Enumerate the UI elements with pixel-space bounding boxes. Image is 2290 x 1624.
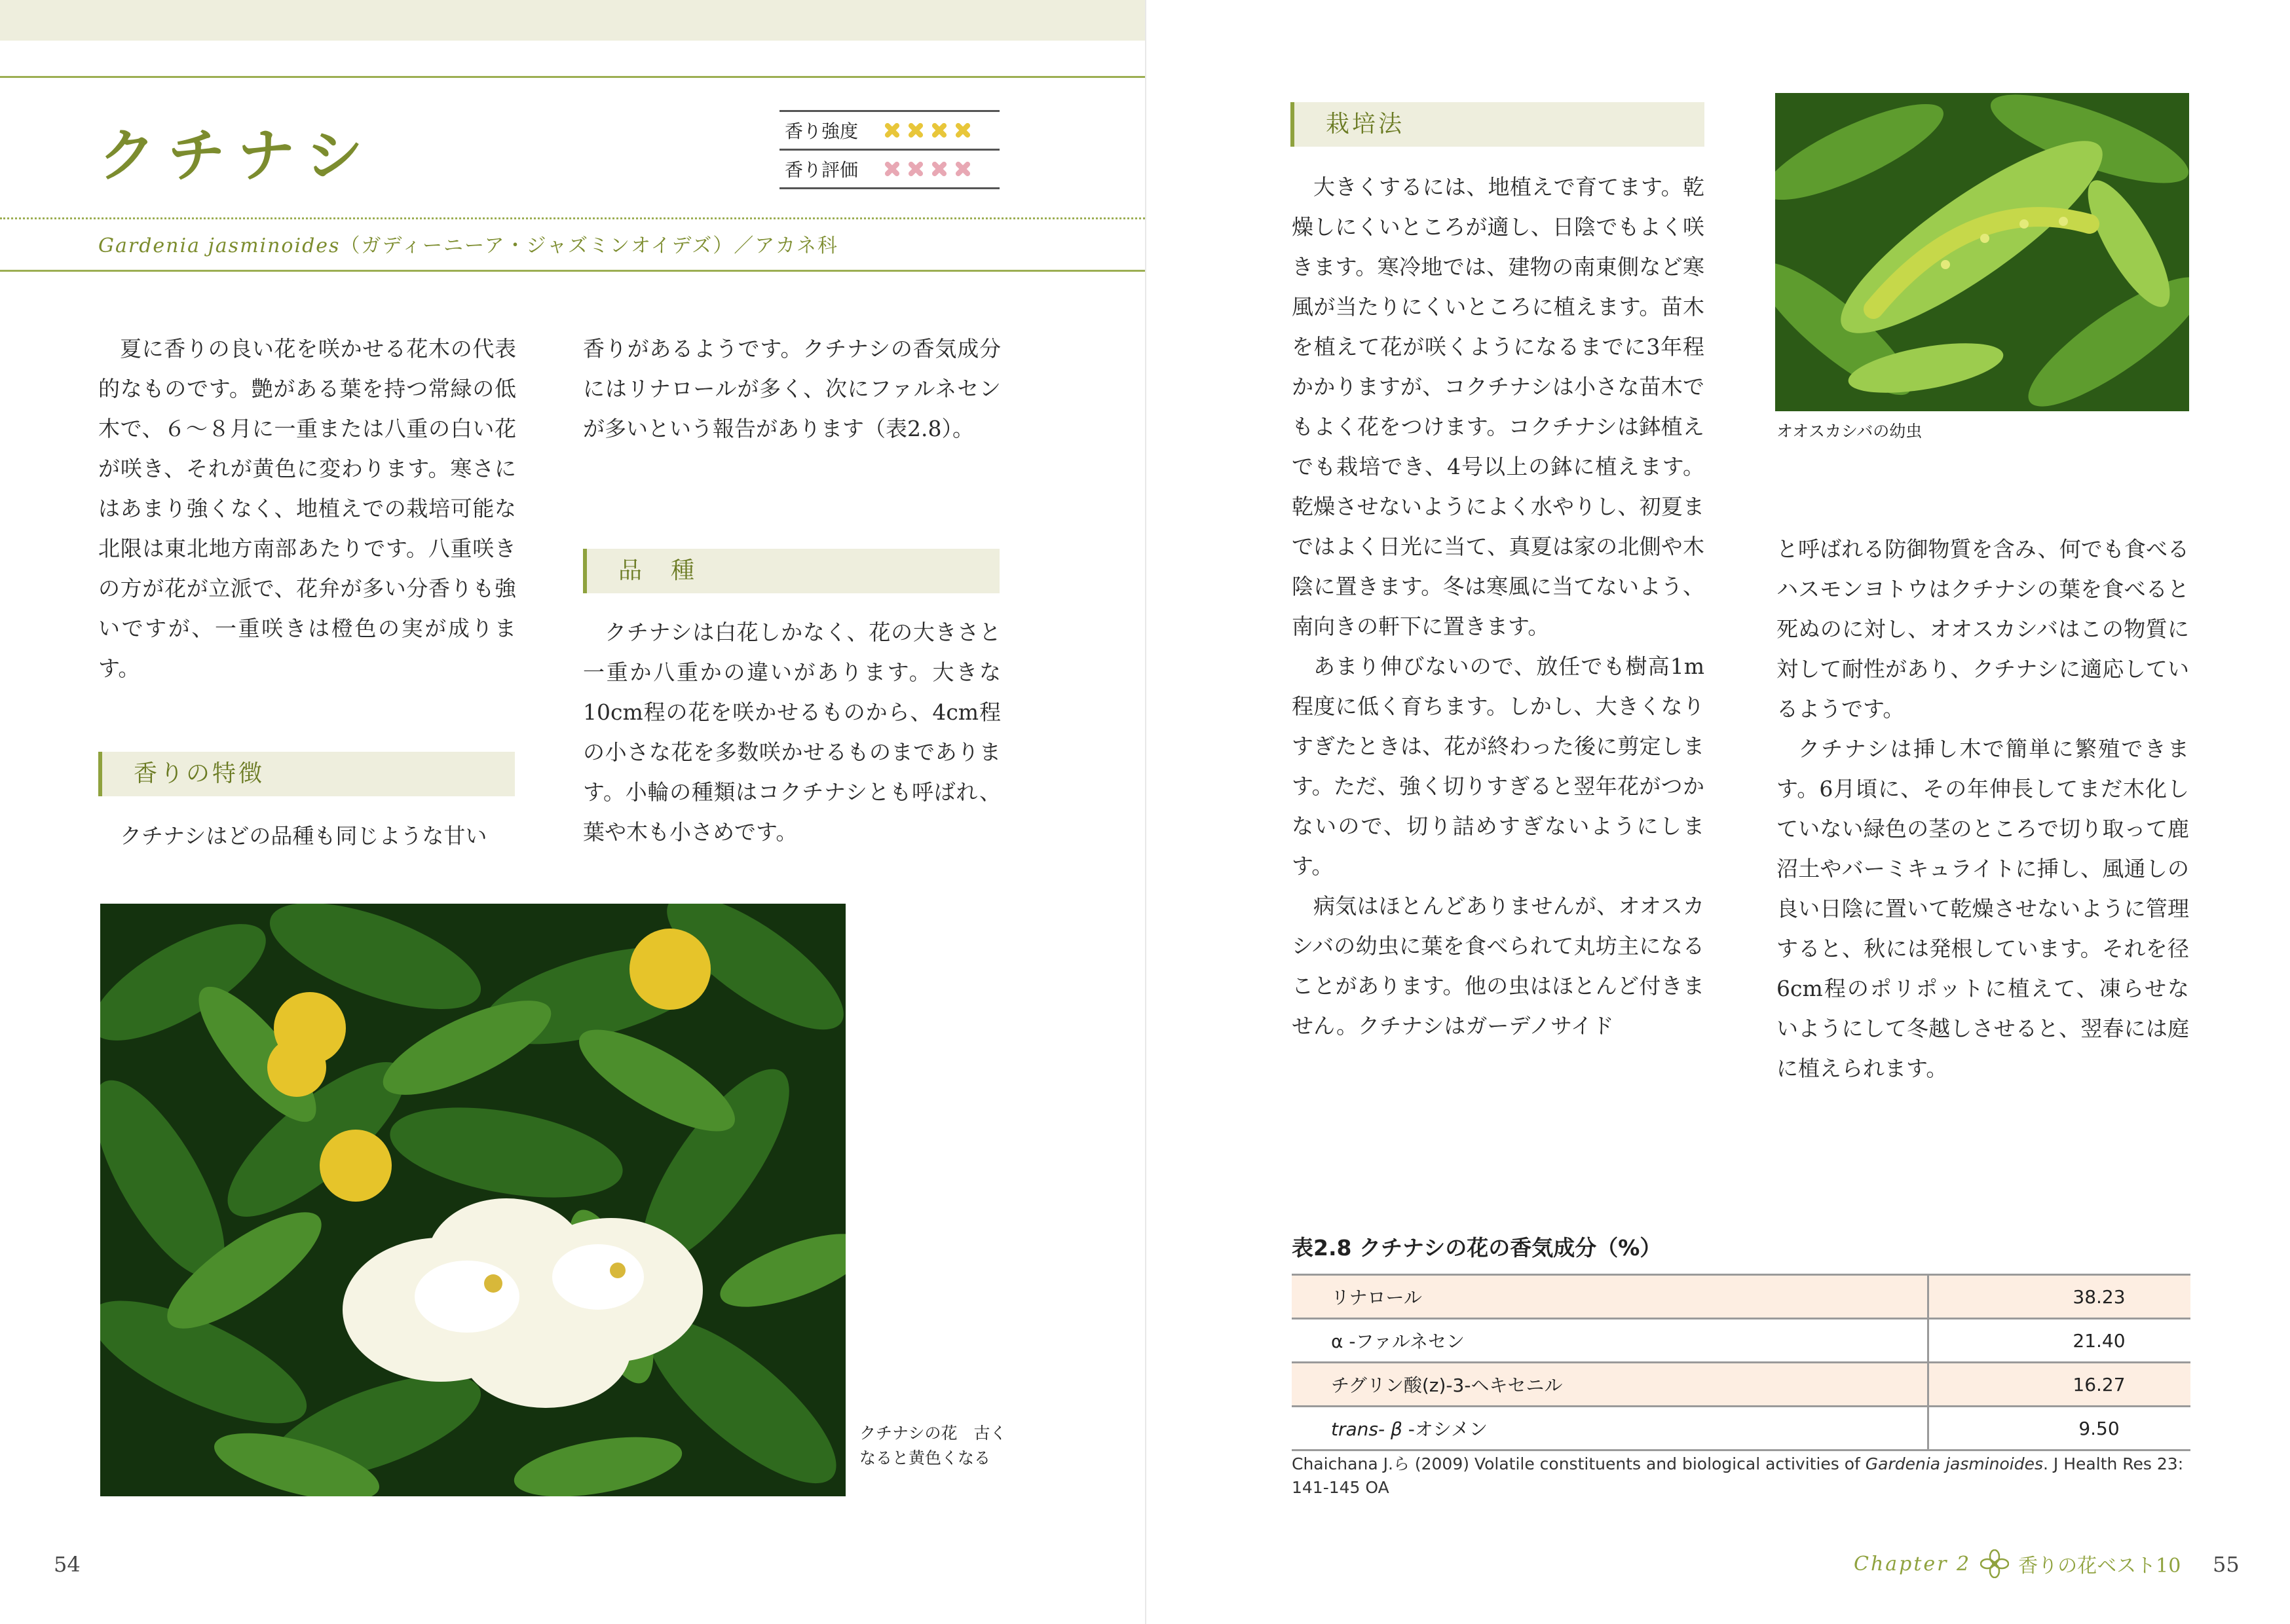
table-row: [1292, 1319, 2190, 1363]
right-column-1: [1292, 167, 1704, 1046]
reading-and-family: （ガディーニーア・ジャズミンオイデズ）／アカネ科: [340, 234, 838, 257]
chapter-label: Chapter 2: [1854, 1552, 1972, 1576]
page-number-left: 54: [54, 1552, 81, 1577]
cultivation-paragraph-2: あまり伸びないので、放任でも樹高1m程度に低く育ちます。しかし、大きくなりすぎたときは、花が終わった後に剪定します。ただ、強く切りすぎると翌年花がつかないので、切り詰めすぎないようにします。: [1292, 654, 1704, 879]
variety-paragraph: クチナシは白花しかなく、花の大きさと一重か八重かの違いがあります。大きな10cm程の花を咲かせるものから、4cm程の小さな花を多数咲かせるものまであります。小輪の種類はコクチナシとも呼ばれ、葉や木も小さめです。: [583, 619, 1001, 845]
scientific-name: [98, 229, 838, 258]
cross-mark-icon: [930, 160, 948, 178]
component-value: 16.27: [1928, 1363, 2191, 1407]
component-name: [1292, 1407, 1928, 1450]
header-rule: [0, 76, 1145, 78]
propagation-paragraph: クチナシは挿し木で簡単に繁殖できます。6月頃に、その年伸長してまだ木化していない緑色の茎のところで切り取って鹿沼土やバーミキュライトに挿し、風通しの良い日陰に置いて乾燥させないように管理すると、秋には発根しています。それを径6cm程のポリポットに植えて、凍らせないようにして冬越しさせると、翌春には庭に植えられます。: [1776, 736, 2189, 1081]
rating-evaluation-label: 香り評価: [785, 159, 859, 181]
cultivation-paragraph-3-cont: と呼ばれる防御物質を含み、何でも食べるハスモンヨトウはクチナシの葉を食べると死ぬのに対し、オオスカシバはこの物質に対して耐性があり、クチナシに適応しているようです。: [1776, 536, 2189, 722]
aroma-components-table: [1292, 1274, 2190, 1451]
rating-box: [779, 110, 1000, 189]
flower-icon: [1980, 1549, 2009, 1578]
source-text: Chaichana J.ら (2009) Volatile constituents and biological activities of: [1292, 1454, 1866, 1473]
left-column-1-cont: [98, 816, 516, 856]
cross-mark-icon: [954, 160, 972, 178]
dotted-rule: [0, 217, 1145, 219]
source-species: Gardenia jasminoides: [1865, 1454, 2044, 1473]
component-name-rest: -オシメン: [1408, 1418, 1488, 1440]
chapter-footer: [1854, 1549, 2181, 1578]
caterpillar-photo-caption: オオスカシバの幼虫: [1776, 422, 1923, 441]
table-source: [1292, 1452, 2190, 1500]
component-name: チグリン酸(z)-3-ヘキセニル: [1292, 1363, 1928, 1407]
latin-name: Gardenia jasminoides: [98, 234, 341, 257]
subtitle-rule: [0, 270, 1145, 272]
chapter-title: 香りの花ベスト10: [2018, 1555, 2181, 1578]
cultivation-paragraph-3: 病気はほとんどありませんが、オオスカシバの幼虫に葉を食べられて丸坊主になることがあります。他の虫はほとんど付きません。クチナシはガーデノサイド: [1292, 893, 1704, 1039]
section-heading-variety: 品 種: [583, 549, 1000, 593]
cross-mark-icon: [954, 121, 972, 139]
cross-mark-icon: [907, 121, 925, 139]
page-gutter: [1145, 0, 1146, 1624]
left-column-1: [98, 329, 516, 688]
cross-mark-icon: [883, 121, 901, 139]
component-name-greek: β: [1385, 1418, 1408, 1440]
section-heading-cultivation: 栽培法: [1290, 102, 1704, 147]
cross-mark-icon: [883, 160, 901, 178]
fragrance-paragraph-cont: 香りがあるようです。クチナシの香気成分にはリナロールが多く、次にファルネセンが多いという報告があります（表2.8）。: [583, 336, 1001, 441]
component-value: 9.50: [1928, 1407, 2191, 1450]
source-journal: . J Health Res 23: 141-145 OA: [1292, 1454, 2184, 1497]
table-row: [1292, 1275, 2190, 1319]
gardenia-flower-photo: [100, 904, 846, 1496]
rating-evaluation-row: [779, 149, 1000, 189]
fragrance-paragraph: クチナシはどの品種も同じような甘い: [120, 823, 487, 849]
page-number-right: 55: [2213, 1552, 2240, 1577]
header-band: [0, 0, 1145, 41]
cross-mark-icon: [907, 160, 925, 178]
component-value: 21.40: [1928, 1319, 2191, 1363]
rating-intensity-label: 香り強度: [785, 120, 859, 142]
left-column-2: [583, 329, 1001, 449]
page-title: クチナシ: [98, 121, 375, 189]
cultivation-paragraph-1: 大きくするには、地植えで育てます。乾燥しにくいところが適し、日陰でもよく咲きます。寒冷地では、建物の南東側など寒風が当たりにくいところに植えます。苗木を植えて花が咲くようになるまでに3年程かかりますが、コクチナシは小さな苗木でもよく花をつけます。コクチナシは鉢植えでも栽培でき、4号以上の鉢に植えます。乾燥させないようによく水やりし、初夏まではよく日光に当て、真夏は家の北側や木陰に置きます。冬は寒風に当てないよう、南向きの軒下に置きます。: [1292, 174, 1704, 639]
table-row: [1292, 1363, 2190, 1407]
gardenia-illustration: [100, 904, 846, 1496]
table-row: [1292, 1407, 2190, 1450]
component-name-italic: trans-: [1331, 1418, 1385, 1440]
rating-intensity-row: [779, 110, 1000, 149]
cross-mark-icon: [930, 121, 948, 139]
left-column-2-cont: [583, 612, 1001, 852]
gardenia-photo-caption: クチナシの花 古くなると黄色くなる: [859, 1424, 1007, 1467]
section-heading-fragrance: 香りの特徴: [98, 752, 515, 796]
component-name: リナロール: [1292, 1275, 1928, 1319]
rating-evaluation-stars: [883, 160, 972, 178]
caterpillar-illustration: [1775, 93, 2189, 411]
rating-intensity-stars: [883, 121, 972, 139]
component-name: α -ファルネセン: [1292, 1319, 1928, 1363]
right-column-2: [1776, 529, 2189, 1088]
intro-paragraph: 夏に香りの良い花を咲かせる花木の代表的なものです。艶がある葉を持つ常緑の低木で、６～８月に一重または八重の白い花が咲き、それが黄色に変わります。寒さにはあまり強くなく、地植えでの栽培可能な北限は東北地方南部あたりです。八重咲きの方が花が立派で、花弁が多い分香りも強いですが、一重咲きは橙色の実が成ります。: [98, 336, 516, 681]
caterpillar-photo: [1775, 93, 2189, 411]
table-title: 表2.8 クチナシの花の香気成分（%）: [1292, 1235, 1662, 1261]
component-value: 38.23: [1928, 1275, 2191, 1319]
